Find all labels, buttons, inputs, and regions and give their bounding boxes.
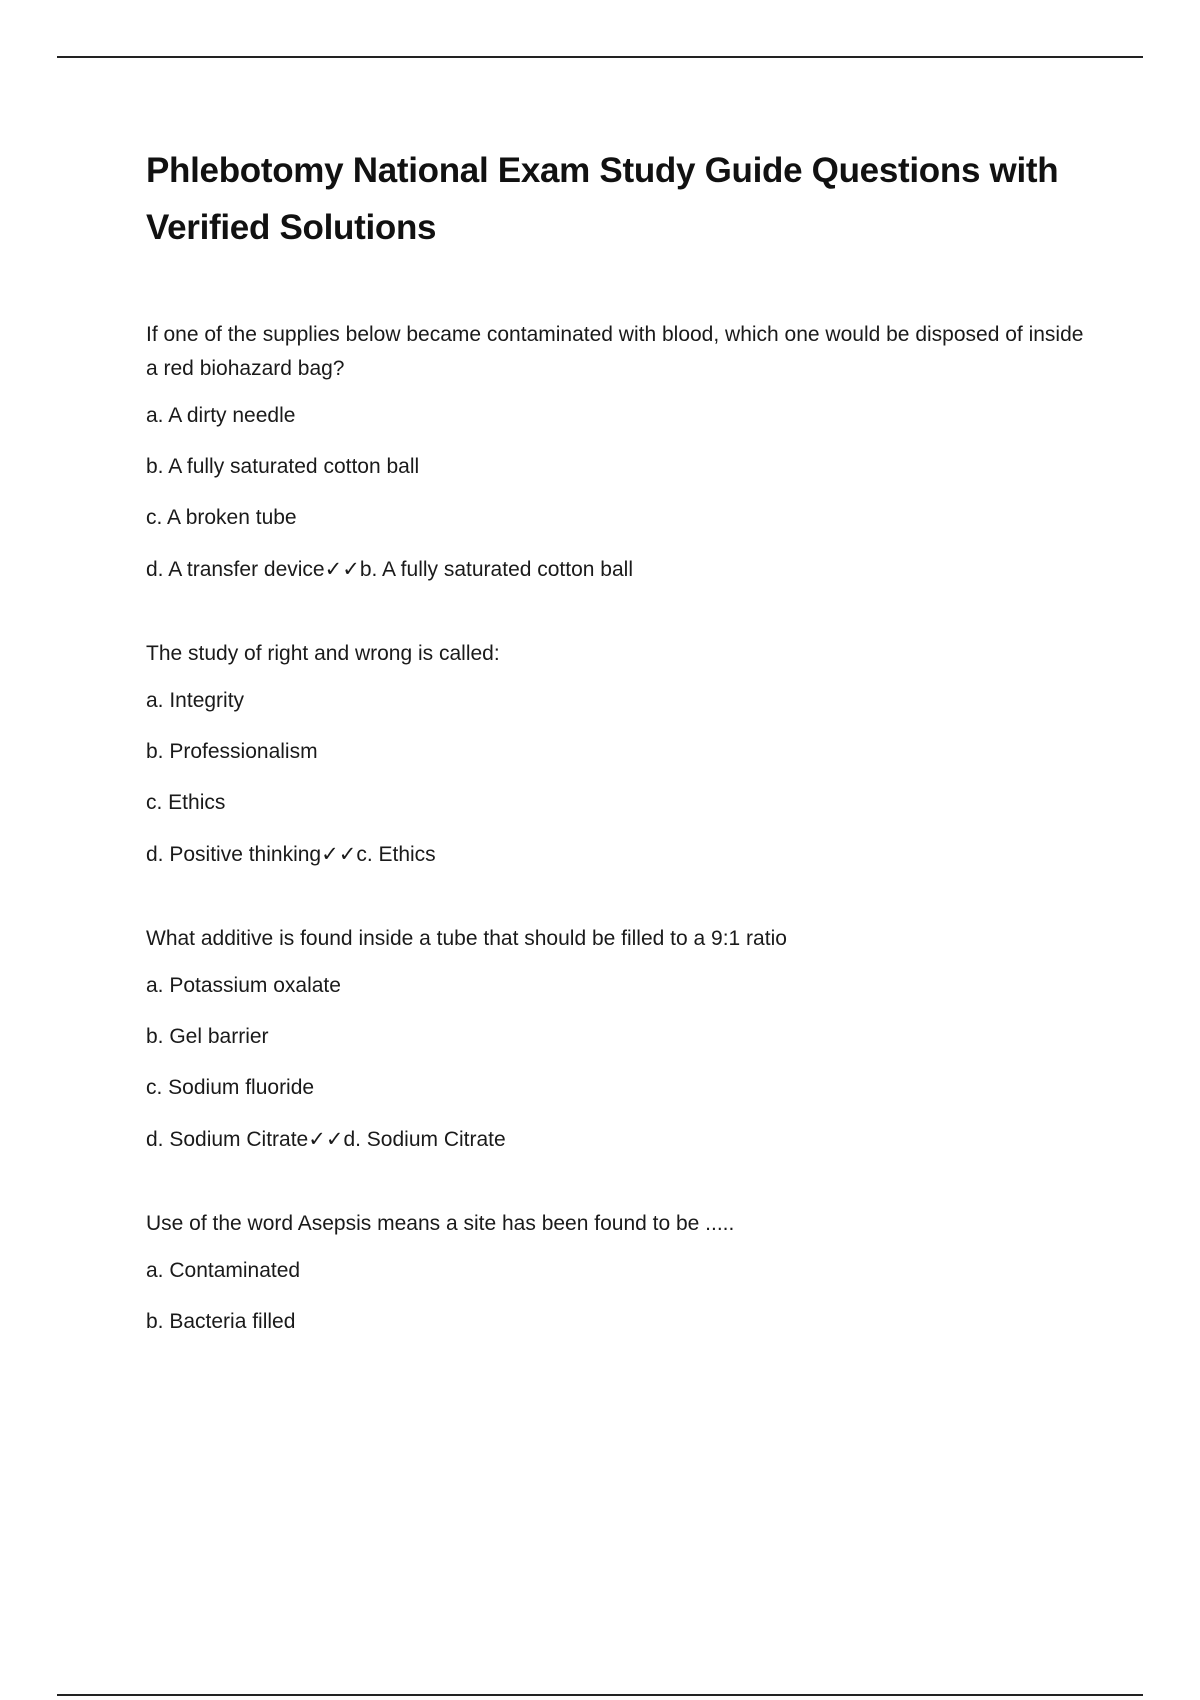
document-title: Phlebotomy National Exam Study Guide Questions with Verified Solutions <box>146 151 1059 247</box>
check-mark-icon: ✓✓ <box>324 557 360 581</box>
answer-option-with-solution <box>146 837 1086 872</box>
answer-option: c. Ethics <box>146 791 226 814</box>
answer-option-with-solution <box>146 552 1086 587</box>
check-mark-icon: ✓✓ <box>321 842 357 866</box>
answer-option: c. A broken tube <box>146 506 297 529</box>
answer-option-with-solution <box>146 1122 1086 1157</box>
answer-option: b. Gel barrier <box>146 1025 269 1048</box>
check-mark-icon: ✓✓ <box>308 1127 344 1151</box>
answer-option-text: d. Positive thinking <box>146 843 322 866</box>
answer-option: b. Professionalism <box>146 740 318 763</box>
question-2 <box>146 637 1086 872</box>
verified-answer: c. Ethics <box>356 843 436 866</box>
verified-answer: b. A fully saturated cotton ball <box>359 558 633 581</box>
answer-option: b. A fully saturated cotton ball <box>146 455 420 478</box>
document-body <box>146 142 1086 1339</box>
footer-rule <box>57 1694 1143 1696</box>
question-3 <box>146 922 1086 1157</box>
answer-option-text: d. Sodium Citrate <box>146 1128 309 1151</box>
question-1 <box>146 318 1086 587</box>
question-prompt: Use of the word Asepsis means a site has been found to be ..... <box>146 1212 735 1235</box>
answer-option-text: d. A transfer device <box>146 558 325 581</box>
answer-option: a. A dirty needle <box>146 404 296 427</box>
question-4 <box>146 1207 1086 1339</box>
verified-answer: d. Sodium Citrate <box>343 1128 506 1151</box>
question-prompt: What additive is found inside a tube that should be filled to a 9:1 ratio <box>146 927 787 950</box>
header-rule <box>57 56 1143 58</box>
answer-option: a. Potassium oxalate <box>146 974 341 997</box>
answer-option: a. Integrity <box>146 689 245 712</box>
answer-option: c. Sodium fluoride <box>146 1076 315 1099</box>
answer-option: b. Bacteria filled <box>146 1310 296 1333</box>
question-prompt: The study of right and wrong is called: <box>146 642 500 665</box>
question-prompt: If one of the supplies below became contaminated with blood, which one would be disposed of inside a red biohazard bag? <box>146 323 1084 380</box>
answer-option: a. Contaminated <box>146 1259 301 1282</box>
question-list <box>146 318 1086 1339</box>
